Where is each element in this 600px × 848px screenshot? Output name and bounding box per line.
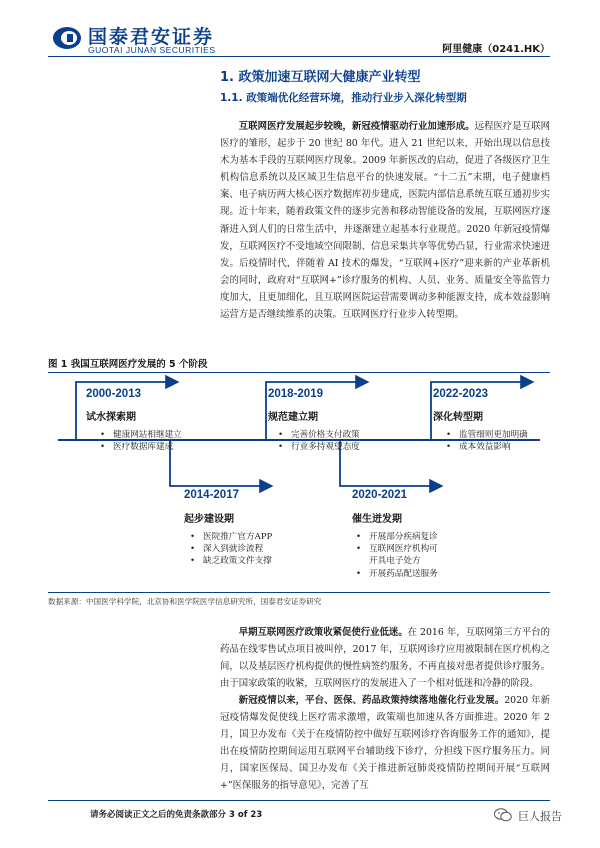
header-divider xyxy=(48,56,550,57)
paragraph-3 xyxy=(220,692,550,795)
stage-1-years: 2000-2013 xyxy=(86,388,141,400)
stage-item: • 开展部分疾病复诊 xyxy=(356,531,438,543)
brand-name-en: GUOTAI JUNAN SECURITIES xyxy=(88,45,216,55)
figure-source: 数据来源：中国医学科学院，北京协和医学院医学信息研究所，国泰君安证券研究 xyxy=(48,597,322,606)
stage-item: • 医院推广官方APP xyxy=(190,531,272,543)
stage-item: • 成本效益影响 xyxy=(446,441,528,453)
stage-item: • 医疗数据库建成 xyxy=(100,441,182,453)
stage-bracket-2 xyxy=(170,440,270,486)
figure-top-rule xyxy=(48,372,550,373)
wechat-icon xyxy=(494,808,512,822)
stage-4-items xyxy=(356,531,438,580)
timeline-diagram xyxy=(48,374,550,590)
brand-name-cn: 国泰君安证券 xyxy=(88,26,215,48)
stage-2-name: 起步建设期 xyxy=(184,514,234,525)
footer-divider xyxy=(48,800,550,801)
stage-2-items xyxy=(190,531,272,568)
stage-3-items xyxy=(278,429,360,453)
page-number: 3 of 23 xyxy=(228,810,263,820)
figure-bottom-rule xyxy=(48,592,550,593)
paragraph-3-body: 2020 年新冠疫情爆发促使线上医疗需求激增，政策端也加速从各方面推进。2020 年 2 月，国卫办发布《关于在疫情防控中做好互联网诊疗咨询服务工作的通知》，提出在疫情防控期间运用互联网平台辅助线下诊疗，分担线下医疗服务压力。同月，国家医保局、国卫办发布《关于推进新冠肺炎疫情防控期间开展“互联网+”医保服务的指导意见》，完善了互 xyxy=(220,695,550,792)
company-tag: 阿里健康（0241.HK） xyxy=(442,44,550,55)
disclaimer-text: 请务必阅读正文之后的免责条款部分 xyxy=(90,810,227,820)
stage-3-name: 规范建立期 xyxy=(268,412,318,423)
stage-item: • 开展药品配送服务 xyxy=(356,568,438,580)
paragraph-3-lead: 新冠疫情以来，平台、医保、药品政策持续落地催化行业发展。 xyxy=(238,695,505,706)
section-heading: 1. 政策加速互联网大健康产业转型 xyxy=(220,70,421,85)
stage-5-years: 2022-2023 xyxy=(433,388,488,400)
brand-logo-icon xyxy=(52,26,82,50)
stage-5-name: 深化转型期 xyxy=(433,412,483,423)
stage-1-name: 试水探索期 xyxy=(86,412,136,423)
stage-4-name: 催生迸发期 xyxy=(352,514,402,525)
paragraph-1-lead: 互联网医疗发展起步较晚，新冠疫情驱动行业加速形成。 xyxy=(238,121,475,132)
stage-item: • 互联网医疗机构可 xyxy=(356,543,438,555)
paragraph-2-body: 在 2016 年，互联网第三方平台的药品在线零售试点项目被叫停，2017 年，互联网诊疗应用被限制在医疗机构之间，以及基层医疗机构提供的慢性病签约服务，不再直接对患者提供诊疗服务。由于国家政策的收紧，互联网医疗的发展进入了一个相对低迷和冷静的阶段。 xyxy=(220,627,550,690)
stage-4-years: 2020-2021 xyxy=(352,489,407,501)
watermark-text: 巨人报告 xyxy=(518,810,562,823)
stage-item: • 行业多持观望态度 xyxy=(278,441,360,453)
stage-2-years: 2014-2017 xyxy=(184,489,239,501)
subsection-heading: 1.1. 政策端优化经营环境，推动行业步入深化转型期 xyxy=(220,92,467,104)
stage-3-years: 2018-2019 xyxy=(268,388,323,400)
stage-item: • 监管细则更加明确 xyxy=(446,429,528,441)
stage-item: • 完善价格支付政策 xyxy=(278,429,360,441)
paragraph-1-body: 远程医疗是互联网医疗的雏形，起步于 20 世纪 80 年代。进入 21 世纪以来，开始出现以信息技术为基本手段的互联网医疗现象。2009 年新医改的启动，促进了各级医疗卫生机构信息系统以及区域卫生信息平台的快速发展。“十二五”末期，电子健康档案、电子病历两大核心医疗数据库初步建成，医院内部信息系统互联互通初步实现。近十年来，随着政策文件的逐步完善和移动智能设备的发展，互联网医疗逐渐进入到人们的日常生活中，并逐渐建立起基本行业规范。2020 年新冠疫情爆发，互联网医疗不受地域空间限制、信息采集共享等优势凸显，行业需求快速迸发。后疫情时代，伴随着 AI 技术的爆发，“互联网+医疗”迎来新的产业革新机会的同时，政府对“互联网+”诊疗服务的机构、人员、业务、质量安全等监管力度加大，且更加细化，且互联网医院运营需要调动多种能源支持，成本效益影响运营方是否继续维系的决策。互联网医疗行业步入转型期。 xyxy=(220,121,550,321)
paragraph-2 xyxy=(220,624,550,692)
stage-item: • 健康网站相继建立 xyxy=(100,429,182,441)
figure-title: 图 1 我国互联网医疗发展的 5 个阶段 xyxy=(48,359,208,370)
paragraph-2-lead: 早期互联网医疗政策收紧促使行业低迷。 xyxy=(238,627,408,638)
stage-item: • 缺乏政策文件支撑 xyxy=(190,555,272,567)
stage-item: • 深入到就诊流程 xyxy=(190,543,272,555)
stage-item: 开具电子处方 xyxy=(369,556,421,567)
stage-1-items xyxy=(100,429,182,453)
stage-5-items xyxy=(446,429,528,453)
footer-disclaimer xyxy=(90,808,262,820)
paragraph-1 xyxy=(220,118,550,323)
